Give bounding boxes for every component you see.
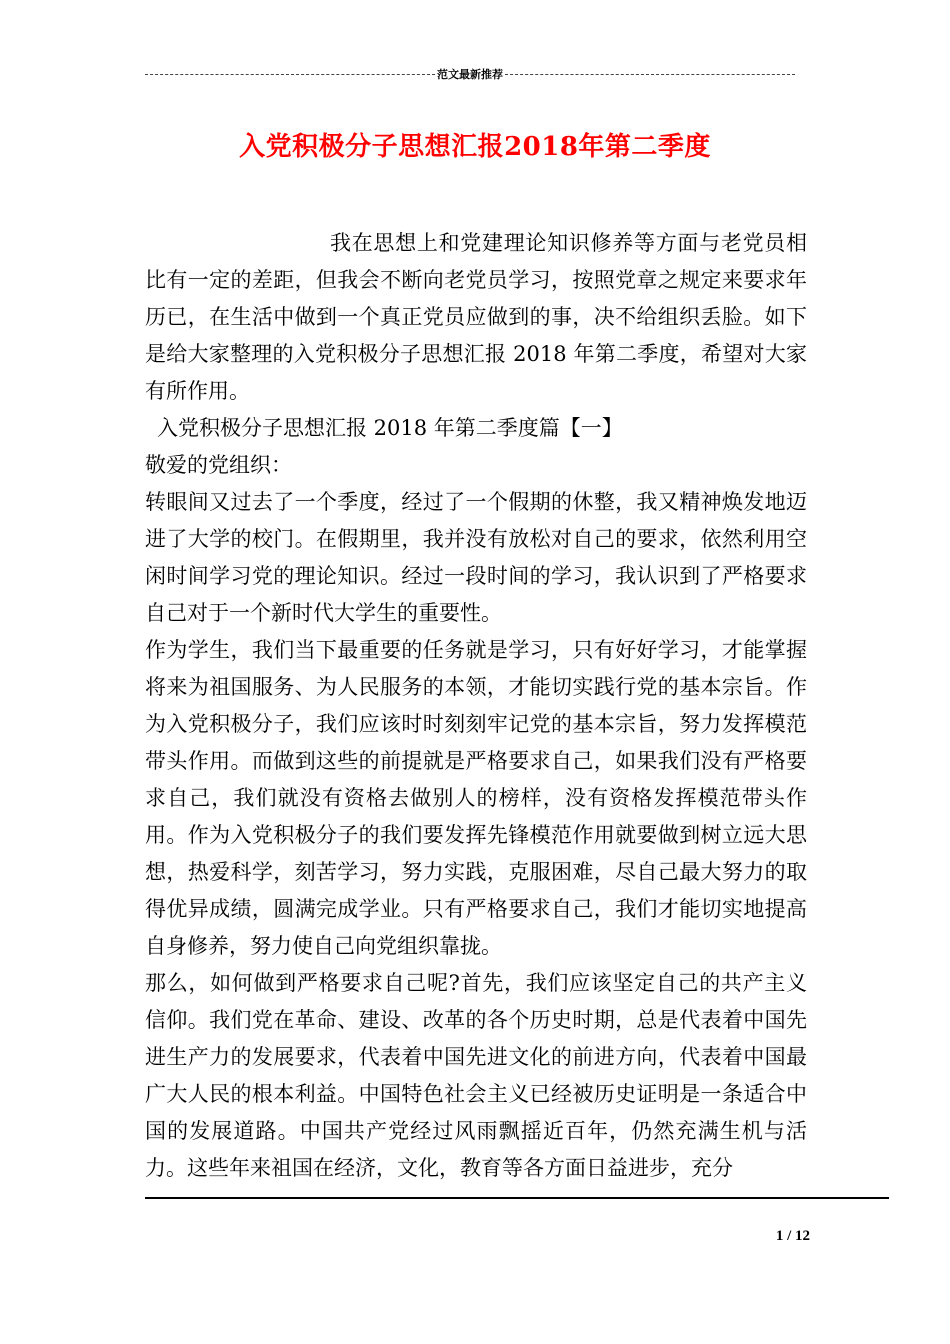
document-title: 入党积极分子思想汇报2018年第二季度	[239, 132, 711, 162]
body-paragraph: 作为学生，我们当下最重要的任务就是学习，只有好好学习，才能掌握将来为祖国服务、为人民服务的本领，才能切实践行党的基本宗旨。作为入党积极分子，我们应该时时刻刻牢记党的基本宗旨，努力发挥模范带头作用。而做到这些的前提就是严格要求自己，如果我们没有严格要求自己，我们就没有资格去做别人的榜样，没有资格发挥模范带头作用。作为入党积极分子的我们要发挥先锋模范作用就要做到树立远大思想，热爱科学，刻苦学习，努力实践，克服困难，尽自己最大努力的取得优异成绩，圆满完成学业。只有严格要求自己，我们才能切实地提高自身修养，努力使自己向党组织靠拢。	[145, 638, 807, 958]
header-dash-right	[505, 74, 795, 75]
document-body	[145, 225, 807, 1187]
header-dash-left	[145, 74, 435, 75]
page-number: 1 / 12	[775, 1228, 810, 1244]
body-paragraph: 那么，如何做到严格要求自己呢?首先，我们应该坚定自己的共产主义信仰。我们党在革命、建设、改革的各个历史时期，总是代表着中国先进生产力的发展要求，代表着中国先进文化的前进方向，代表着中国最广大人民的根本利益。中国特色社会主义已经被历史证明是一条适合中国的发展道路。中国共产党经过风雨飘摇近百年，仍然充满生机与活力。这些年来祖国在经济，文化，教育等各方面日益进步，充分	[145, 971, 807, 1180]
intro-paragraph: 我在思想上和党建理论知识修养等方面与老党员相比有一定的差距，但我会不断向老党员学习，按照党章之规定来要求年历已，在生活中做到一个真正党员应做到的事，决不给组织丢脸。如下是给大家整理的入党积极分子思想汇报 2018 年第二季度，希望对大家有所作用。	[145, 231, 807, 403]
body-paragraph: 转眼间又过去了一个季度，经过了一个假期的休整，我又精神焕发地迈进了大学的校门。在假期里，我并没有放松对自己的要求，依然利用空闲时间学习党的理论知识。经过一段时间的学习，我认识到了严格要求自己对于一个新时代大学生的重要性。	[145, 490, 807, 625]
salutation: 敬爱的党组织：	[145, 453, 292, 477]
page-header	[145, 66, 795, 82]
footer-rule	[145, 1197, 889, 1199]
section-heading: 入党积极分子思想汇报 2018 年第二季度篇【一】	[157, 416, 623, 440]
header-label: 范文最新推荐	[437, 68, 503, 81]
